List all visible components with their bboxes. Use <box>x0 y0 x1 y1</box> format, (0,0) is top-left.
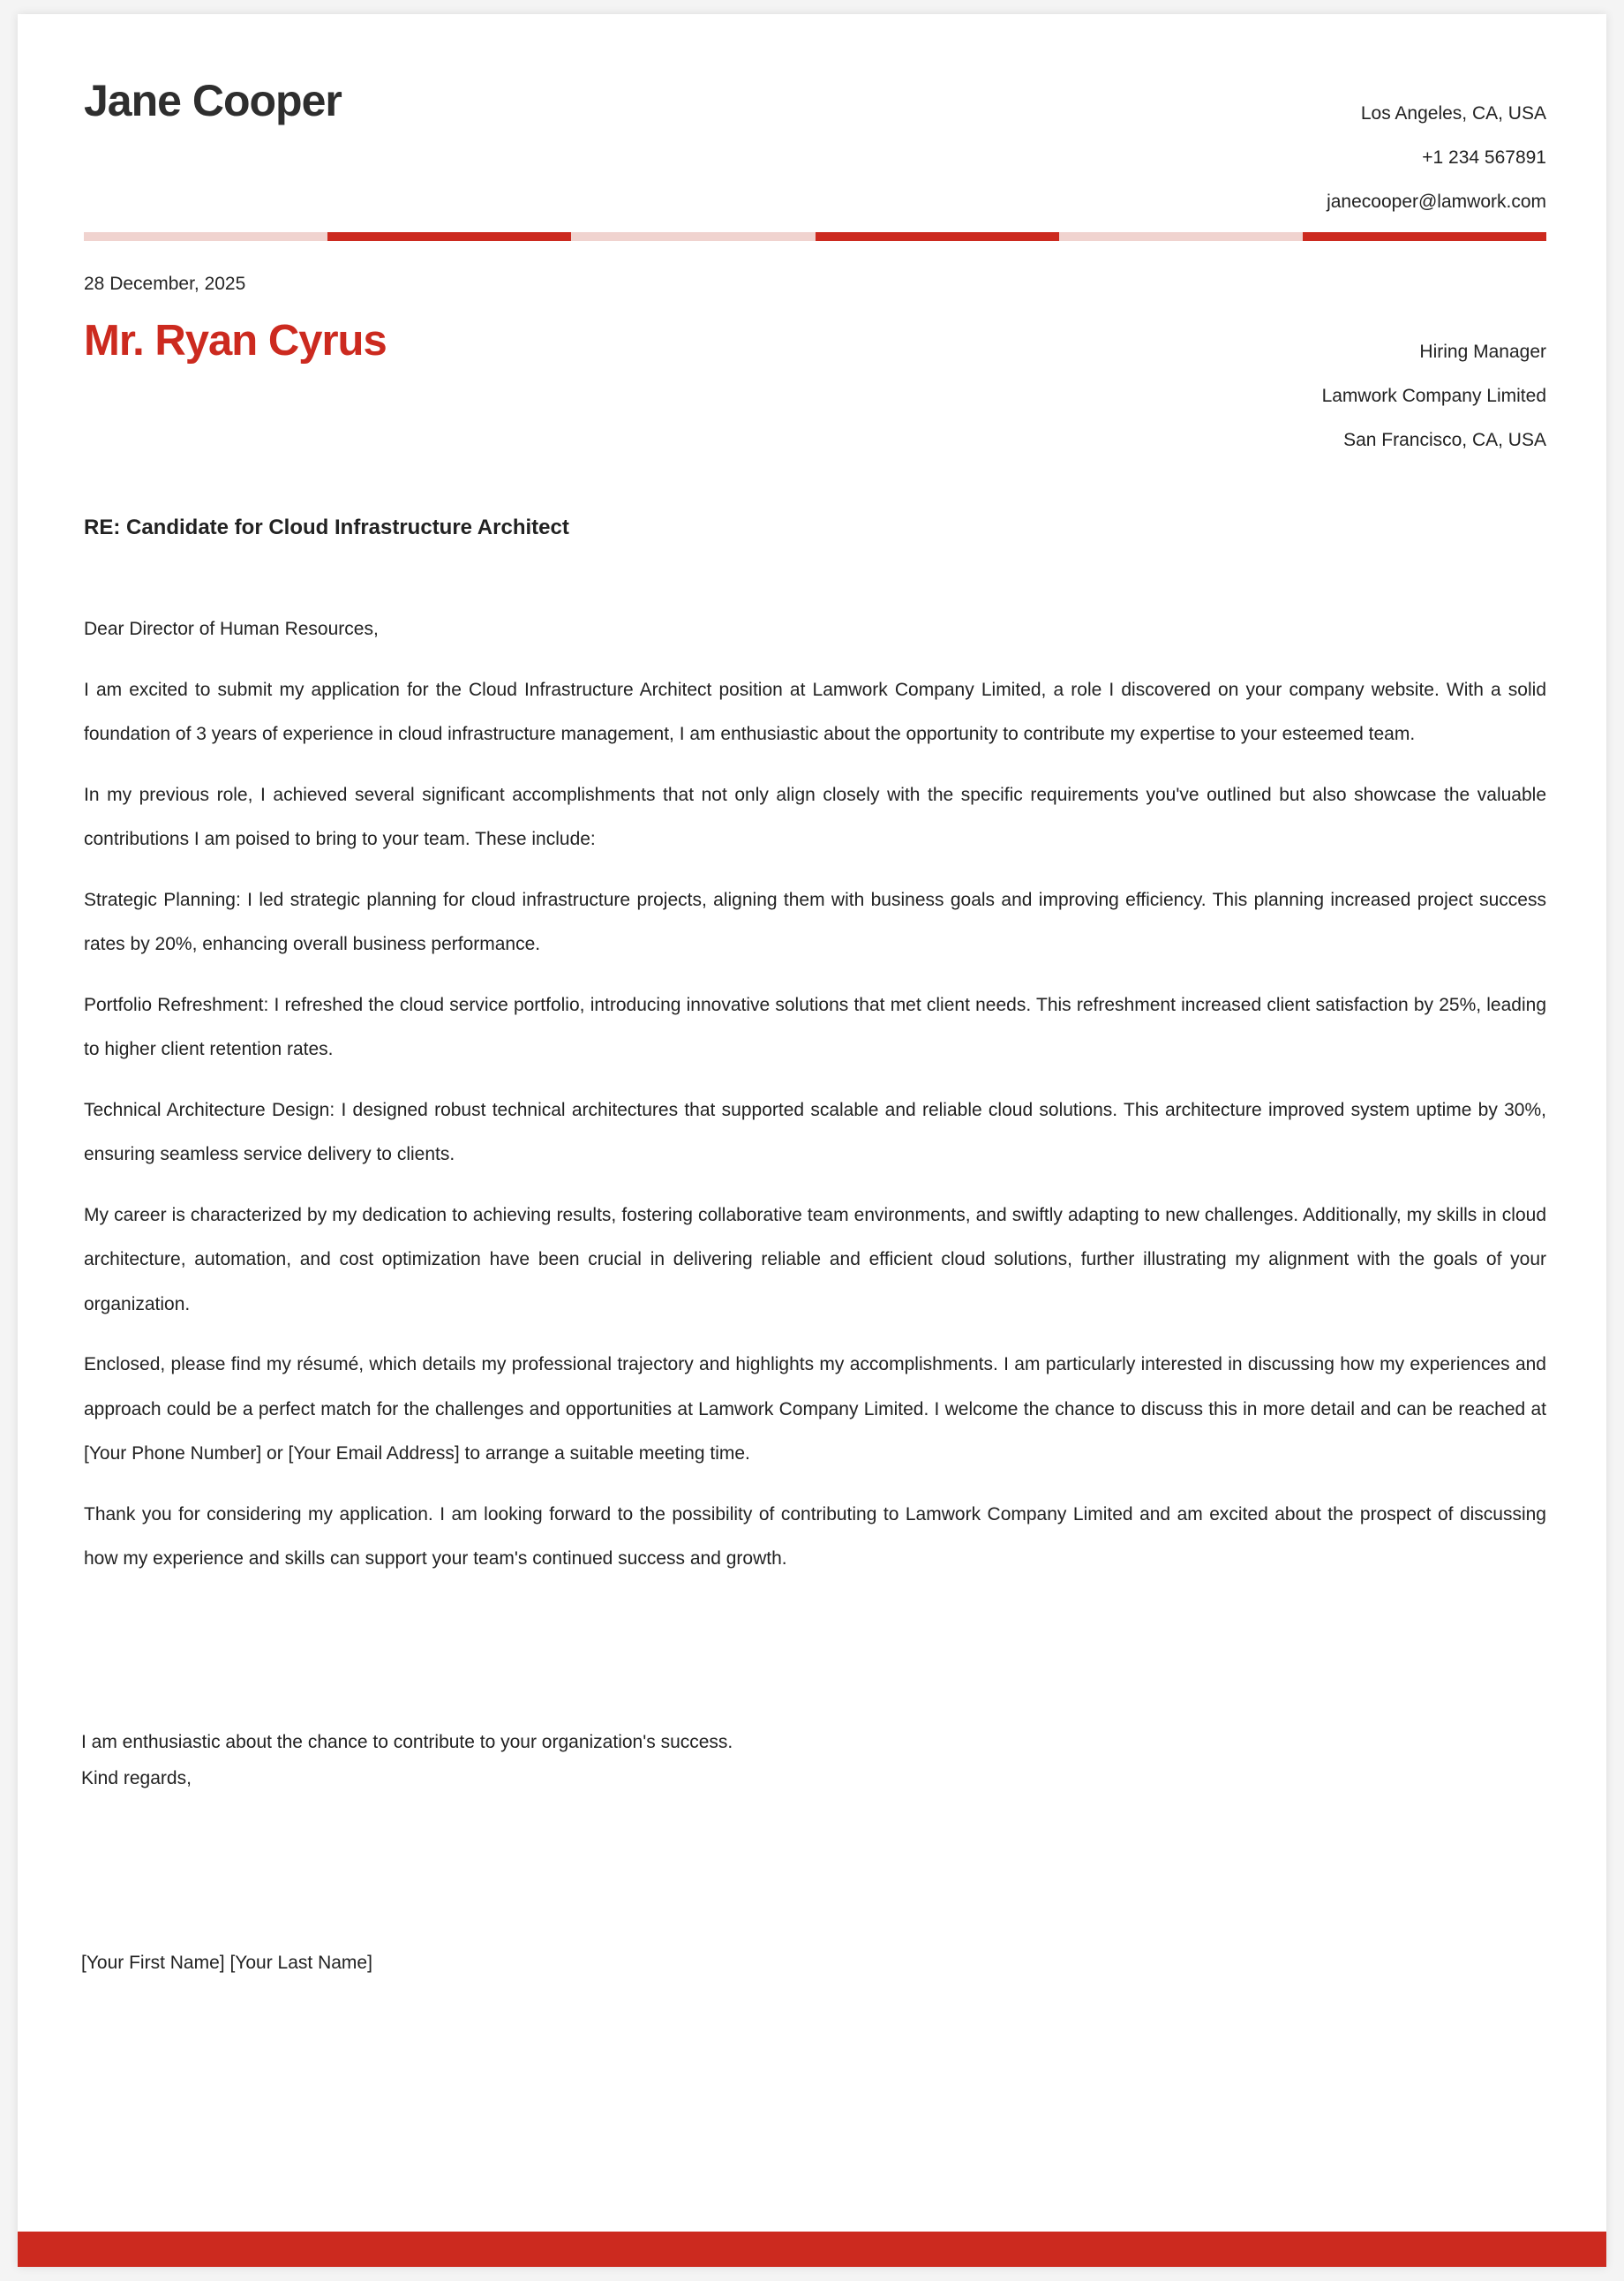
divider-segment <box>327 232 571 241</box>
body-paragraph: Enclosed, please find my résumé, which details my professional trajectory and highlights my accomplishments. I am particularly interested in discussing how my experiences and approach could be a perfect match for the challenges and opportunities at Lamwork Company Limited. I welcome the chance to discuss this in more detail and can be reached at [Your Phone Number] or [Your Email Address] to arrange a suitable meeting time. <box>84 1354 1546 1464</box>
body-paragraph: My career is characterized by my dedication to achieving results, fostering collaborative team environments, and swiftly adapting to new challenges. Additionally, my skills in cloud architecture, automation, and cost optimization have been crucial in delivering reliable and efficient cloud solutions, further illustrating my alignment with the goals of your organization. <box>84 1204 1546 1314</box>
header-divider <box>84 232 1546 241</box>
divider-segment <box>816 232 1059 241</box>
sender-location: Los Angeles, CA, USA <box>1360 103 1546 124</box>
sender-email: janecooper@lamwork.com <box>1327 192 1546 212</box>
divider-segment <box>571 232 815 241</box>
divider-segment <box>1303 232 1546 241</box>
recipient-title: Hiring Manager <box>1419 342 1546 362</box>
body-paragraph: Strategic Planning: I led strategic planning for cloud infrastructure projects, aligning them with business goals and improving efficiency. This planning increased project success rates by 20%, enhancing overall business performance. <box>84 889 1546 954</box>
letter-subject: RE: Candidate for Cloud Infrastructure Architect <box>84 516 569 539</box>
divider-segment <box>1059 232 1303 241</box>
letter-body <box>84 607 1546 1598</box>
sign-off: Kind regards, <box>81 1768 192 1788</box>
letter-date: 28 December, 2025 <box>84 274 246 294</box>
letter-greeting: Dear Director of Human Resources, <box>84 619 379 639</box>
body-paragraph: Portfolio Refreshment: I refreshed the cloud service portfolio, introducing innovative solutions that met client needs. This refreshment increased client satisfaction by 25%, leading to higher client retention rates. <box>84 994 1546 1059</box>
recipient-company: Lamwork Company Limited <box>1321 386 1546 406</box>
recipient-location: San Francisco, CA, USA <box>1343 430 1546 450</box>
sender-name: Jane Cooper <box>84 76 342 125</box>
letter-closing <box>81 1724 733 1796</box>
closing-line: I am enthusiastic about the chance to contribute to your organization's success. <box>81 1732 733 1752</box>
divider-segment <box>84 232 327 241</box>
body-paragraph: I am excited to submit my application for the Cloud Infrastructure Architect position at Lamwork Company Limited, a role I discovered on your company website. With a solid foundation of 3 years of experience in cloud infrastructure management, I am enthusiastic about the opportunity to contribute my expertise to your esteemed team. <box>84 679 1546 744</box>
sender-phone: +1 234 567891 <box>1422 147 1546 168</box>
body-paragraph: Thank you for considering my application. I am looking forward to the possibility of contributing to Lamwork Company Limited and am excited about the prospect of discussing how my experience and skills can support your team's continued success and growth. <box>84 1503 1546 1569</box>
footer-bar <box>18 2232 1606 2267</box>
body-paragraph: In my previous role, I achieved several significant accomplishments that not only align closely with the specific requirements you've outlined but also showcase the valuable contributions I am poised to bring to your team. These include: <box>84 784 1546 849</box>
body-paragraph: Technical Architecture Design: I designed robust technical architectures that supported scalable and reliable cloud solutions. This architecture improved system uptime by 30%, ensuring seamless service delivery to clients. <box>84 1099 1546 1164</box>
recipient-details <box>1322 330 1546 463</box>
signature-name: [Your First Name] [Your Last Name] <box>81 1953 372 1973</box>
recipient-name: Mr. Ryan Cyrus <box>84 317 387 365</box>
letter-page <box>18 14 1606 2267</box>
sender-contact <box>1327 92 1546 224</box>
